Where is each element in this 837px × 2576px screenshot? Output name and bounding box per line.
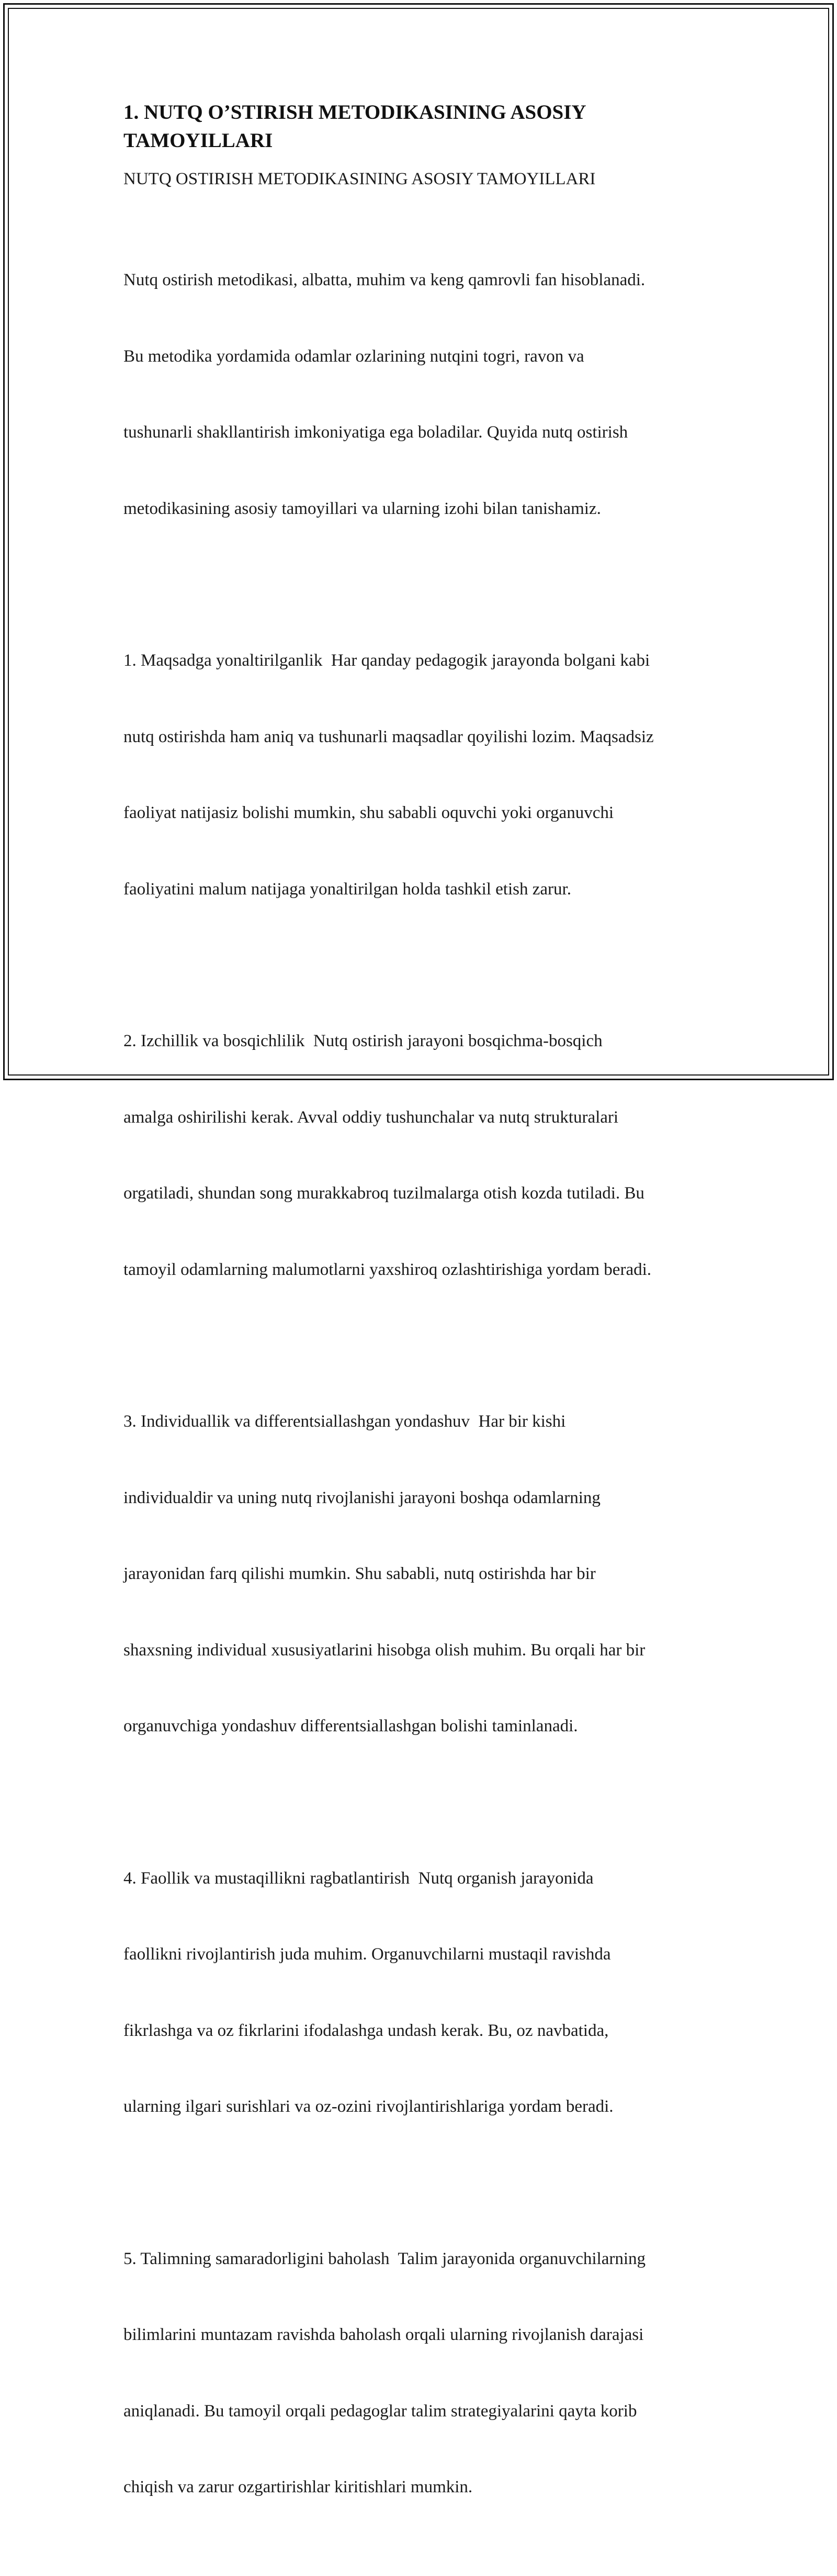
principle-1-paragraph (123, 597, 725, 953)
document-subtitle: NUTQ OSTIRISH METODIKASINING ASOSIY TAMOYILLARI (123, 170, 596, 188)
paragraph-line: shaxsning individual xususiyatlarini hisobga olish muhim. Bu orqali har bir (123, 1640, 646, 1660)
document-title (123, 98, 725, 155)
paragraph-line: orgatiladi, shundan song murakkabroq tuzilmalarga otish kozda tutiladi. Bu (123, 1184, 644, 1203)
paragraph-line: faoliyatini malum natijaga yonaltirilgan holda tashkil etish zarur. (123, 879, 571, 899)
paragraph-line: individualdir va uning nutq rivojlanishi jarayoni boshqa odamlarning (123, 1488, 601, 1507)
paragraph-line: tamoyil odamlarning malumotlarni yaxshiroq ozlashtirishiga yordam beradi. (123, 1260, 652, 1279)
paragraph-line: Nutq ostirish metodikasi, albatta, muhim va keng qamrovli fan hisoblanadi. (123, 271, 646, 289)
paragraph-line: 1. Maqsadga yonaltirilganlik Har qanday pedagogik jarayonda bolgani kabi (123, 651, 650, 670)
paragraph-line: amalga oshirilishi kerak. Avval oddiy tushunchalar va nutq strukturalari (123, 1107, 619, 1127)
principle-5-paragraph (123, 2196, 725, 2551)
principle-3-paragraph (123, 1358, 725, 1790)
paragraph-line: tushunarli shakllantirish imkoniyatiga ega boladilar. Quyida nutq ostirish (123, 423, 628, 442)
document-body (123, 98, 725, 2576)
paragraph-line: faollikni rivojlantirish juda muhim. Organuvchilarni mustaqil ravishda (123, 1945, 611, 1964)
paragraph-line: faoliyat natijasiz bolishi mumkin, shu sababli oquvchi yoki organuvchi (123, 803, 614, 822)
paragraph-line: metodikasining asosiy tamoyillari va ularning izohi bilan tanishamiz. (123, 499, 601, 518)
paragraph-line: aniqlanadi. Bu tamoyil orqali pedagoglar talim strategiyalarini qayta korib (123, 2401, 637, 2421)
paragraph-line: fikrlashga va oz fikrlarini ifodalashga undash kerak. Bu, oz navbatida, (123, 2021, 609, 2040)
paragraph-line: jarayonidan farq qilishi mumkin. Shu sababli, nutq ostirishda har bir (123, 1564, 596, 1583)
paragraph-line: chiqish va zarur ozgartirishlar kiritishlari mumkin. (123, 2478, 473, 2496)
paragraph-line: 2. Izchillik va bosqichlilik Nutq ostirish jarayoni bosqichma-bosqich (123, 1032, 603, 1050)
paragraph-line: bilimlarini muntazam ravishda baholash orqali ularning rivojlanish darajasi (123, 2325, 644, 2344)
paragraph-line: organuvchiga yondashuv differentsiallashgan bolishi taminlanadi. (123, 1717, 578, 1735)
paragraph-line: nutq ostirishda ham aniq va tushunarli maqsadlar qoyilishi lozim. Maqsadsiz (123, 727, 654, 746)
intro-paragraph (123, 217, 725, 572)
paragraph-line: Bu metodika yordamida odamlar ozlarining nutqini togri, ravon va (123, 346, 584, 366)
paragraph-line: 5. Talimning samaradorligini baholash Talim jarayonida organuvchilarning (123, 2249, 646, 2268)
principle-4-paragraph (123, 1815, 725, 2170)
title-line: TAMOYILLARI (123, 129, 273, 152)
paragraph-line: 3. Individuallik va differentsiallashgan yondashuv Har bir kishi (123, 1412, 566, 1431)
principle-2-paragraph (123, 978, 725, 1333)
paragraph-line: ularning ilgari surishlari va oz-ozini rivojlantirishlariga yordam beradi. (123, 2097, 614, 2116)
paragraph-line: 4. Faollik va mustaqillikni ragbatlantirish Nutq organish jarayonida (123, 1868, 594, 1888)
title-line: 1. NUTQ O’STIRISH METODIKASINING ASOSIY (123, 101, 586, 124)
